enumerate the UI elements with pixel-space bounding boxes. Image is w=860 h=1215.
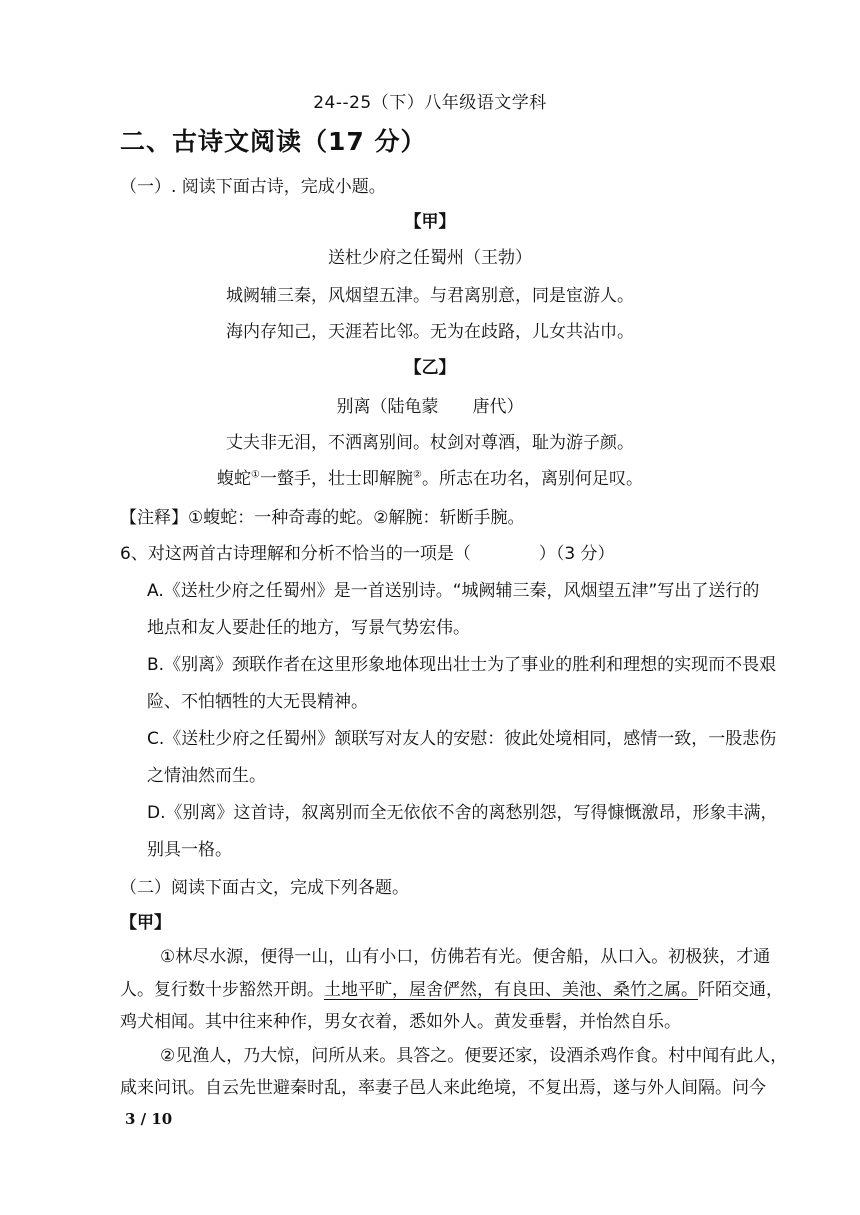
passage-p1-line-2	[120, 979, 783, 1001]
poem-jia-line-2: 海内存知己，天涯若比邻。无为在歧路，儿女共沾巾。	[226, 322, 634, 342]
page-number: 3 / 10	[125, 1110, 173, 1128]
question-6-stem: 6、对这两首古诗理解和分析不恰当的一项是（ ）（3 分）	[120, 544, 615, 564]
option-c-line-1: C.《送杜少府之任蜀州》颔联写对友人的安慰：彼此处境相同，感情一致，一股悲伤	[147, 729, 777, 749]
poem-yi-line-2-part-a: 蝮蛇	[217, 469, 252, 489]
option-a-line-1: A.《送杜少府之任蜀州》是一首送别诗。“城阙辅三秦，风烟望五津”写出了送行的	[147, 581, 760, 601]
option-b-line-2: 险、不怕牺牲的大无畏精神。	[147, 692, 368, 712]
part2-instruction: （二）阅读下面古文，完成下列各题。	[120, 878, 409, 898]
passage-p1-line-2-part-a: 人。复行数十步豁然开朗。	[120, 980, 324, 1000]
poem-yi-line-2-part-b: 一螫手，壮士即解腕	[260, 469, 413, 489]
option-a-line-2: 地点和友人要赴任的地方，写景气势宏伟。	[147, 618, 470, 638]
poem-yi-line-2-part-c: 。所志在功名，离别何足叹。	[421, 469, 643, 489]
poem-yi-title: 别离（陆龟蒙 唐代）	[336, 397, 524, 417]
section-title: 二、古诗文阅读（17 分）	[120, 127, 427, 156]
option-b-line-1: B.《别离》颈联作者在这里形象地体现出壮士为了事业的胜利和理想的实现而不畏艰	[147, 655, 777, 675]
passage-p2-line-2: 咸来问讯。自云先世避秦时乱，率妻子邑人来此绝境，不复出焉，遂与外人间隔。问今	[120, 1078, 766, 1098]
footnote-marker-2: ②	[413, 469, 422, 481]
poem-yi-line-2	[0, 468, 860, 490]
passage-p1-line-1: ①林尽水源，便得一山，山有小口，仿佛若有光。便舍船，从口入。初极狭，才通	[160, 947, 771, 967]
passage-p1-line-3: 鸡犬相闻。其中往来种作，男女衣着，悉如外人。黄发垂髫，并怡然自乐。	[120, 1012, 681, 1032]
option-d-line-2: 别具一格。	[147, 840, 232, 860]
poem-jia-title: 送杜少府之任蜀州（王勃）	[328, 248, 532, 268]
poem-yi-line-1: 丈夫非无泪，不洒离别间。杖剑对尊酒，耻为游子颜。	[226, 433, 634, 453]
passage-p2-line-1: ②见渔人，乃大惊，问所从来。具答之。便要还家，设酒杀鸡作食。村中闻有此人，	[160, 1046, 788, 1066]
passage-jia-marker: 【甲】	[120, 913, 171, 933]
option-c-line-2: 之情油然而生。	[147, 766, 266, 786]
passage-p1-line-2-part-b: 阡陌交通，	[698, 980, 783, 1000]
poem-yi-marker: 【乙】	[404, 358, 456, 378]
option-d-line-1: D.《别离》这首诗，叙离别而全无依依不舍的离愁别怨，写得慷慨激昂，形象丰满，	[147, 803, 778, 823]
poem-annotation: 【注释】①蝮蛇：一种奇毒的蛇。②解腕：斩断手腕。	[120, 508, 525, 528]
part1-instruction: （一）. 阅读下面古诗，完成小题。	[120, 177, 386, 197]
poem-jia-marker: 【甲】	[404, 212, 456, 232]
document-header: 24--25（下）八年级语文学科	[313, 93, 547, 113]
poem-jia-line-1: 城阙辅三秦，风烟望五津。与君离别意，同是宦游人。	[226, 286, 634, 306]
underlined-sentence: 土地平旷，屋舍俨然，有良田、美池、桑竹之属。	[324, 980, 698, 1000]
footnote-marker-1: ①	[251, 469, 260, 481]
